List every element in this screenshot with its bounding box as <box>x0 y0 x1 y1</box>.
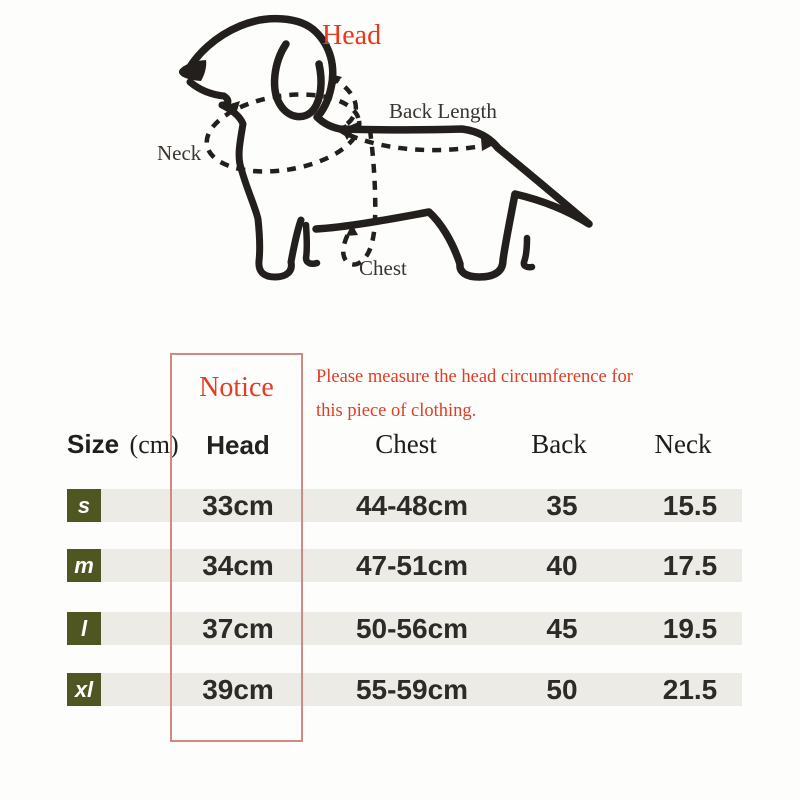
chest-measure-loop <box>343 130 375 265</box>
cell-back: 35 <box>546 490 578 521</box>
size-badge-m: m <box>67 549 101 582</box>
chest-measure-label: Chest <box>359 256 407 280</box>
dog-nose <box>179 60 206 81</box>
cell-chest: 44-48cm <box>355 490 469 521</box>
cell-neck: 21.5 <box>662 674 718 705</box>
size-label: Size <box>67 429 120 459</box>
cell-chest: 55-59cm <box>355 674 469 705</box>
size-badge-s: s <box>67 489 101 522</box>
cell-neck: 17.5 <box>662 550 718 581</box>
cell-back: 40 <box>546 550 578 581</box>
cell-back: 50 <box>546 674 578 705</box>
notice-highlight-box <box>170 353 303 742</box>
column-header-back: Back <box>531 429 587 459</box>
cell-chest: 50-56cm <box>355 613 469 644</box>
column-header-chest: Chest <box>375 429 437 459</box>
neck-measure-label: Neck <box>157 141 202 165</box>
cell-head: 37cm <box>202 613 274 644</box>
cell-neck: 15.5 <box>662 490 718 521</box>
size-badge-l: l <box>67 612 101 645</box>
cell-head: 33cm <box>202 490 274 521</box>
size-badge-xl: xl <box>67 673 101 706</box>
cell-neck: 19.5 <box>662 613 718 644</box>
dog-ear <box>275 44 321 117</box>
size-column-header <box>67 429 179 460</box>
column-header-neck: Neck <box>654 429 712 459</box>
cell-head: 39cm <box>202 674 274 705</box>
column-header-head: Head <box>206 430 270 460</box>
notice-message-line2: this piece of clothing. <box>316 401 477 421</box>
back-length-measure-label: Back Length <box>389 99 497 123</box>
size-unit: (cm) <box>129 430 179 459</box>
cell-head: 34cm <box>202 550 274 581</box>
head-measure-label: Head <box>322 20 382 51</box>
notice-message <box>316 360 786 428</box>
notice-title: Notice <box>199 372 274 403</box>
cell-chest: 47-51cm <box>355 550 469 581</box>
dog-far-rear-leg <box>524 238 532 267</box>
cell-back: 45 <box>546 613 578 644</box>
notice-message-line1: Please measure the head circumference for <box>316 367 633 387</box>
